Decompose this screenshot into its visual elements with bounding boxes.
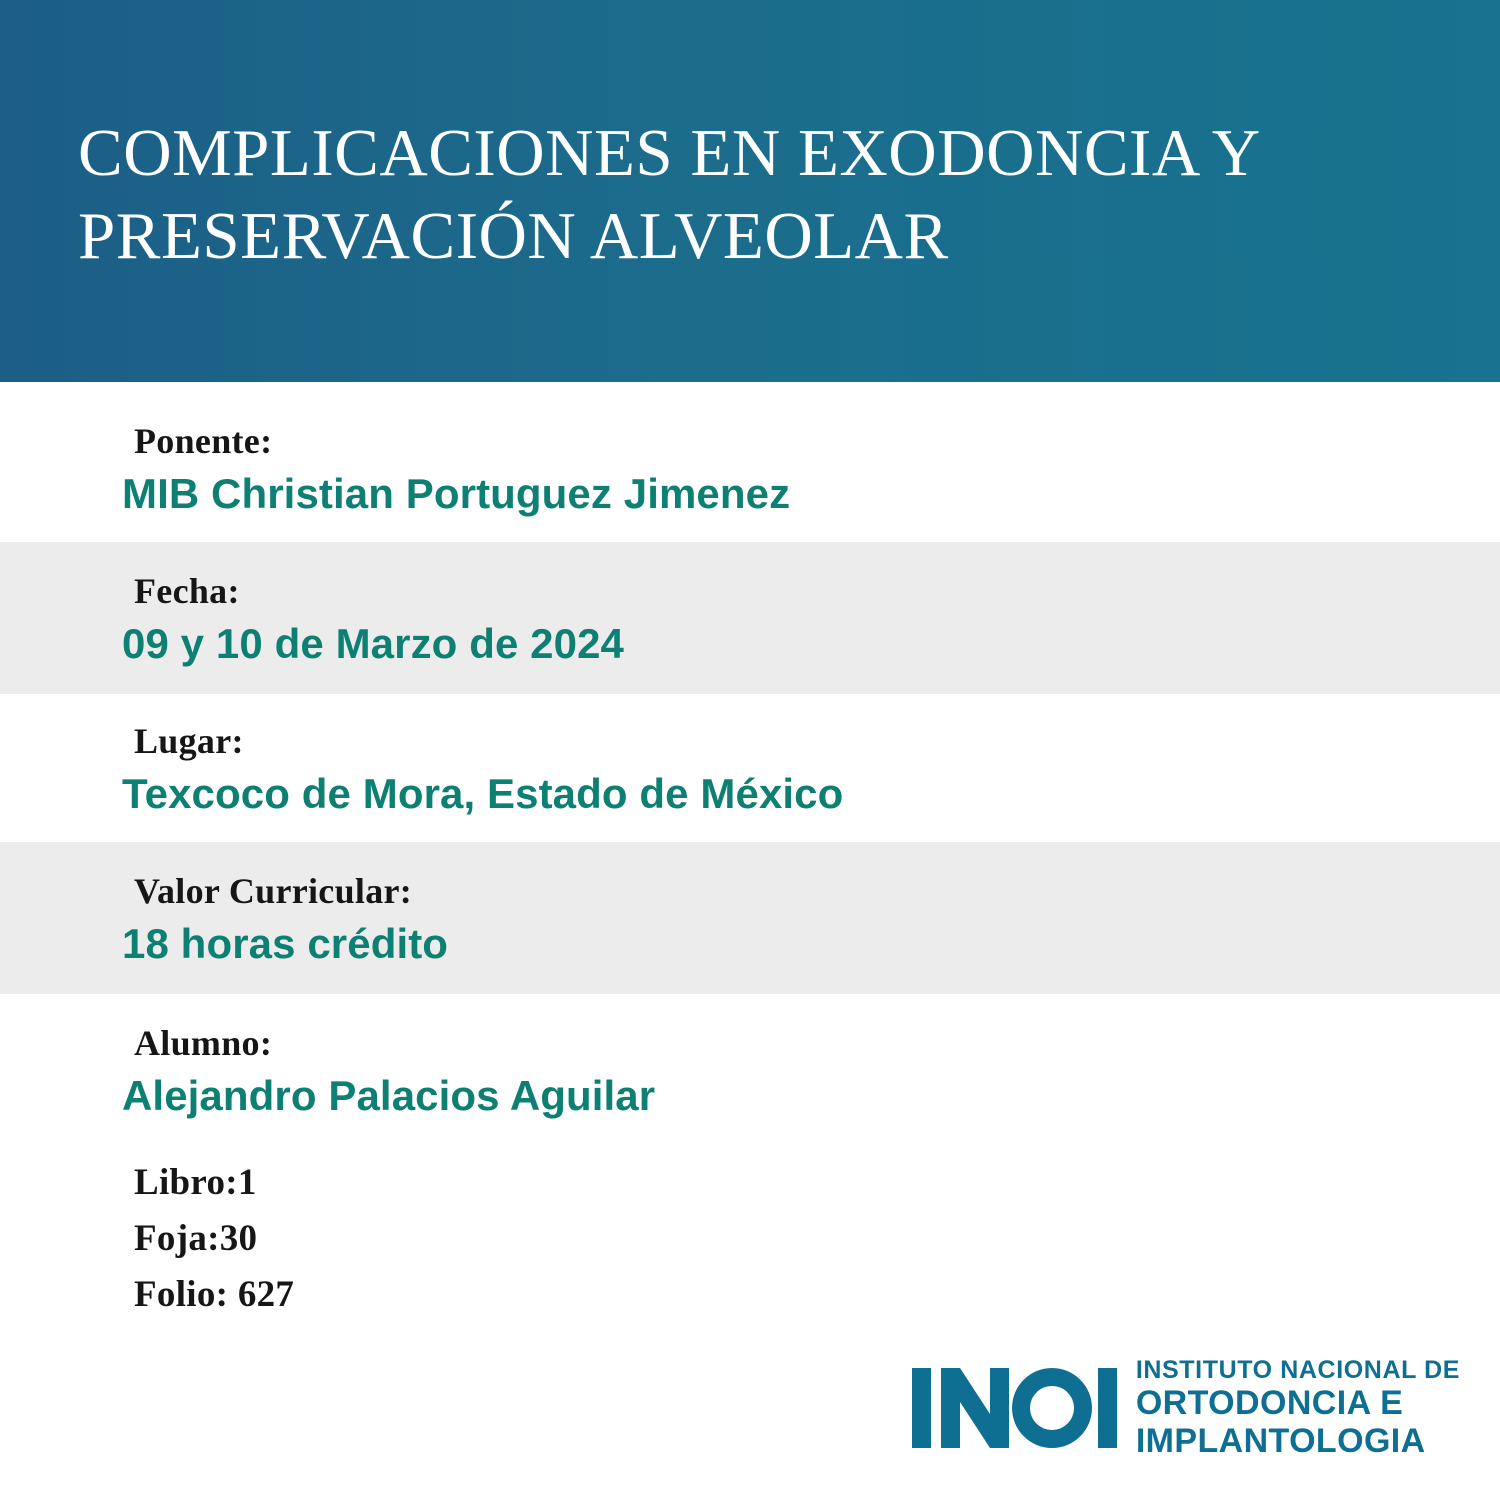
page-title: COMPLICACIONES EN EXODONCIA Y PRESERVACIÓN ALVEOLAR xyxy=(78,116,1259,274)
registry-foja: Foja:30 xyxy=(134,1218,258,1260)
logo-line-2: ORTODONCIA E xyxy=(1135,1383,1404,1422)
field-value-ponente: MIB Christian Portuguez Jimenez xyxy=(122,470,791,517)
field-value-lugar: Texcoco de Mora, Estado de México xyxy=(122,770,844,817)
field-row-fecha xyxy=(0,542,1500,694)
logo-line-3: IMPLANTOLOGIA xyxy=(1135,1421,1426,1460)
info-list xyxy=(0,382,1500,1146)
field-label-lugar: Lugar: xyxy=(134,721,244,761)
inoi-logo xyxy=(910,1356,1460,1460)
inoi-logo-text xyxy=(1136,1356,1460,1460)
registry-block xyxy=(134,1155,294,1324)
field-label-alumno: Alumno: xyxy=(134,1023,273,1063)
field-row-alumno xyxy=(0,994,1500,1146)
field-label-ponente: Ponente: xyxy=(134,421,273,461)
field-row-lugar xyxy=(0,694,1500,842)
inoi-logo-mark-icon xyxy=(910,1360,1120,1456)
field-label-fecha: Fecha: xyxy=(134,571,240,611)
registry-libro: Libro:1 xyxy=(134,1162,257,1203)
field-row-valor-curricular xyxy=(0,842,1500,994)
field-row-ponente xyxy=(0,382,1500,542)
field-label-valor-curricular: Valor Curricular: xyxy=(134,871,413,911)
registry-folio: Folio: 627 xyxy=(134,1274,295,1316)
field-value-fecha: 09 y 10 de Marzo de 2024 xyxy=(122,620,625,667)
field-value-valor-curricular: 18 horas crédito xyxy=(122,920,449,967)
header-banner xyxy=(0,0,1500,382)
field-value-alumno: Alejandro Palacios Aguilar xyxy=(122,1072,656,1119)
logo-line-1: INSTITUTO NACIONAL DE xyxy=(1135,1355,1460,1384)
